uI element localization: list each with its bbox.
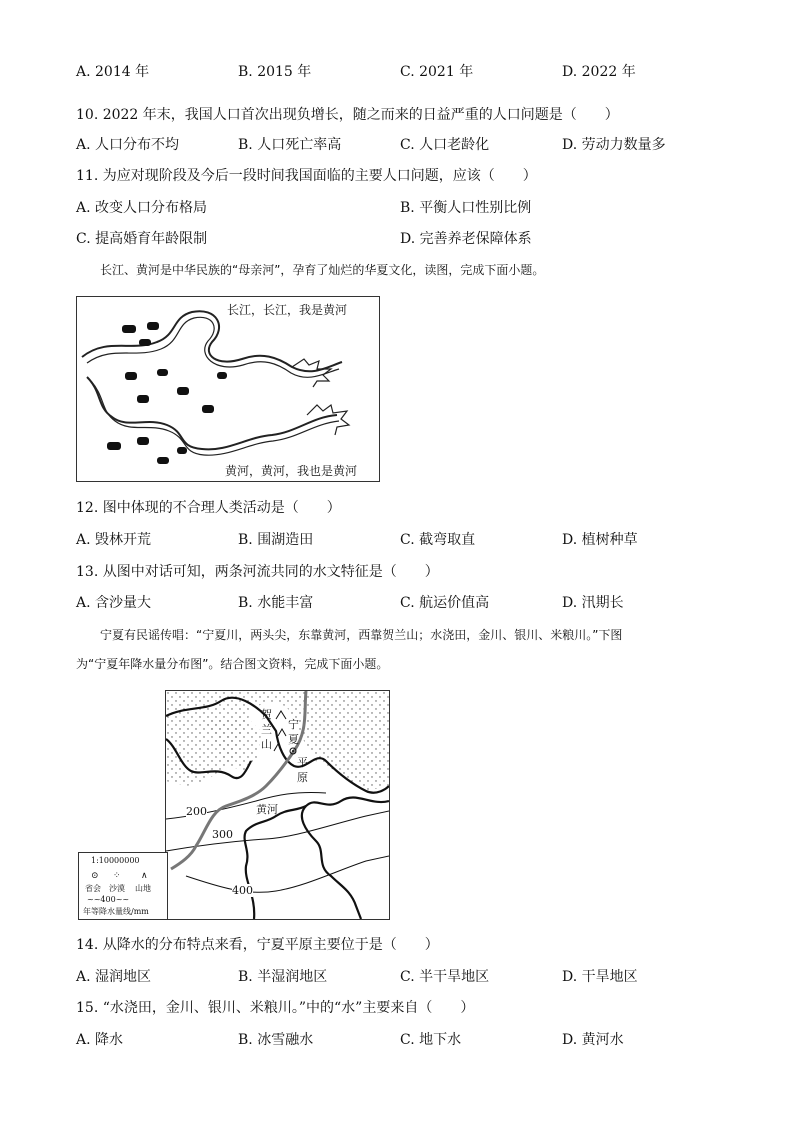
label-yellow-river: 黄河 [256, 803, 278, 816]
label-pingyuan-2: 原 [297, 771, 308, 784]
legend-isohyet-sample: ~~400~~ [87, 895, 130, 904]
q10-option-b: B. 人口死亡率高 [238, 137, 342, 153]
label-ningxia-2: 夏 [288, 733, 299, 746]
rivers-cartoon-figure [76, 296, 380, 482]
q15-option-a: A. 降水 [76, 1032, 124, 1048]
legend-scale: 1:10000000 [91, 856, 140, 865]
intro-ningxia-line1: 宁夏有民谣传唱：“宁夏川，两头尖，东靠黄河，西靠贺兰山；水浇田，金川、银川、米粮川。”下图 [100, 628, 623, 642]
label-helan-3: 山 [261, 738, 272, 751]
q12-option-d: D. 植树种草 [562, 532, 638, 548]
q14-option-a: A. 湿润地区 [76, 969, 152, 985]
q12-option-c: C. 截弯取直 [400, 532, 476, 548]
q10-stem: 10. 2022 年末，我国人口首次出现负增长，随之而来的日益严重的人口问题是（ ） [76, 107, 619, 123]
q11-option-a: A. 改变人口分布格局 [76, 200, 208, 216]
legend-isohyet-value: 400 [100, 895, 116, 904]
isohyet-400-label: 400 [232, 884, 253, 897]
q13-option-d: D. 汛期长 [562, 595, 624, 611]
q15-stem: 15. “水浇田，金川、银川、米粮川。”中的“水”主要来自（ ） [76, 1000, 475, 1016]
q13-option-b: B. 水能丰富 [238, 595, 314, 611]
q11-option-b: B. 平衡人口性别比例 [400, 200, 532, 216]
isohyet-200-label: 200 [186, 805, 207, 818]
q10-option-d: D. 劳动力数量多 [562, 137, 666, 153]
q11-option-d: D. 完善养老保障体系 [400, 231, 532, 247]
q9-option-a: A. 2014 年 [76, 64, 150, 80]
q14-stem: 14. 从降水的分布特点来看，宁夏平原主要位于是（ ） [76, 937, 439, 953]
ningxia-precipitation-map [165, 690, 390, 920]
label-helan-1: 贺 [261, 708, 272, 721]
legend-desert-symbol: ⁘ [113, 871, 121, 881]
q12-option-b: B. 围湖造田 [238, 532, 314, 548]
label-pingyuan-1: 平 [297, 756, 308, 769]
cartoon-top-caption: 长江，长江，我是黄河 [227, 303, 348, 317]
q14-option-b: B. 半湿润地区 [238, 969, 328, 985]
legend-capital-symbol: ⊙ [91, 871, 99, 881]
q11-stem: 11. 为应对现阶段及今后一段时间我国面临的主要人口问题，应该（ ） [76, 168, 537, 184]
q13-stem: 13. 从图中对话可知，两条河流共同的水文特征是（ ） [76, 564, 439, 580]
isohyet-300-label: 300 [212, 828, 233, 841]
q13-option-a: A. 含沙量大 [76, 595, 152, 611]
q10-option-c: C. 人口老龄化 [400, 137, 490, 153]
intro-ningxia-line2: 为“宁夏年降水量分布图”。结合图文资料，完成下面小题。 [76, 657, 389, 671]
map-legend [78, 852, 168, 920]
label-ningxia-1: 宁 [288, 718, 299, 731]
q15-option-d: D. 黄河水 [562, 1032, 624, 1048]
q14-option-c: C. 半干旱地区 [400, 969, 490, 985]
q13-option-c: C. 航运价值高 [400, 595, 490, 611]
q12-stem: 12. 图中体现的不合理人类活动是（ ） [76, 500, 341, 516]
q14-option-d: D. 干旱地区 [562, 969, 638, 985]
q15-option-c: C. 地下水 [400, 1032, 462, 1048]
legend-desert-label: 沙漠 [109, 884, 125, 893]
q11-option-c: C. 提高婚育年龄限制 [76, 231, 208, 247]
legend-capital-label: 省会 [85, 884, 101, 893]
legend-mountain-label: 山地 [135, 884, 151, 893]
intro-rivers: 长江、黄河是中华民族的“母亲河”，孕育了灿烂的华夏文化，读图，完成下面小题。 [100, 263, 545, 277]
legend-mountain-symbol: ∧ [141, 871, 148, 881]
q15-option-b: B. 冰雪融水 [238, 1032, 314, 1048]
q9-option-d: D. 2022 年 [562, 64, 636, 80]
q12-option-a: A. 毁林开荒 [76, 532, 152, 548]
q9-option-b: B. 2015 年 [238, 64, 312, 80]
legend-isohyet-label: 年等降水量线/mm [83, 907, 149, 916]
cartoon-bottom-caption: 黄河，黄河，我也是黄河 [225, 464, 358, 478]
label-helan-2: 兰 [261, 723, 272, 736]
q9-option-c: C. 2021 年 [400, 64, 474, 80]
rivers-cartoon-illustration [77, 297, 379, 481]
q10-option-a: A. 人口分布不均 [76, 137, 180, 153]
